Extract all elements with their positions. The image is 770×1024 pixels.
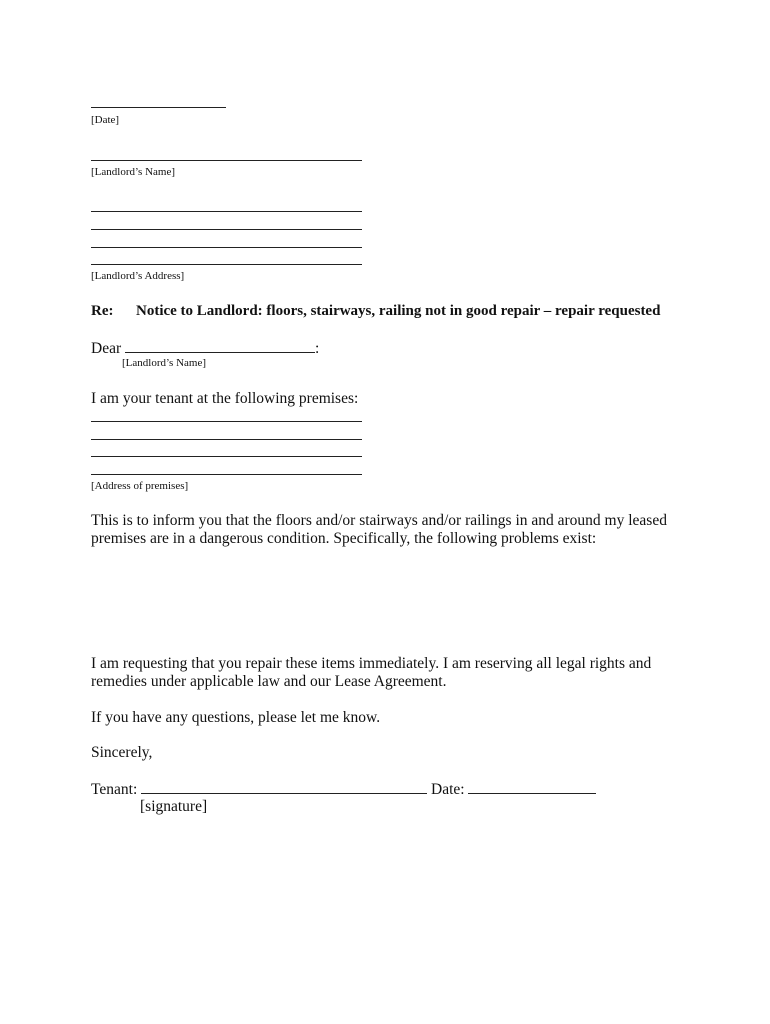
premises-address-line-3 (91, 456, 362, 457)
salutation-name-blank (125, 338, 315, 353)
premises-address-line-1 (91, 421, 362, 422)
salutation-colon: : (315, 340, 320, 357)
date-line (91, 107, 226, 108)
signature-date-blank (468, 779, 596, 794)
premises-address-line-2 (91, 439, 362, 440)
signature-date-label: Date: (431, 781, 465, 798)
paragraph-2-line-1: I am requesting that you repair these items immediately. I am reserving all legal rights and (91, 655, 652, 672)
landlord-address-label: [Landlord’s Address] (91, 270, 185, 282)
salutation-name-label: [Landlord’s Name] (122, 357, 206, 369)
landlord-address-line-3 (91, 247, 362, 248)
landlord-address-line-1 (91, 211, 362, 212)
date-label: [Date] (91, 114, 120, 126)
premises-address-line-4 (91, 474, 362, 475)
landlord-address-line-2 (91, 229, 362, 230)
tenant-label: Tenant: (91, 781, 138, 798)
paragraph-1-line-2: premises are in a dangerous condition. Specifically, the following problems exist: (91, 530, 597, 547)
tenant-signature-blank (141, 779, 427, 794)
signature-label: [signature] (140, 798, 208, 815)
salutation-line (91, 338, 319, 358)
signature-line (91, 779, 596, 799)
landlord-name-label: [Landlord’s Name] (91, 166, 175, 178)
paragraph-3: If you have any questions, please let me know. (91, 709, 381, 726)
paragraph-2-line-2: remedies under applicable law and our Lease Agreement. (91, 673, 447, 690)
dear-text: Dear (91, 340, 122, 357)
premises-intro: I am your tenant at the following premises: (91, 390, 359, 407)
closing: Sincerely, (91, 744, 153, 761)
paragraph-1-line-1: This is to inform you that the floors and/or stairways and/or railings in and around my leased (91, 512, 667, 529)
premises-address-label: [Address of premises] (91, 480, 189, 492)
landlord-address-line-4 (91, 264, 362, 265)
subject-title: Notice to Landlord: floors, stairways, railing not in good repair – repair requested (136, 303, 661, 319)
re-label: Re: (91, 303, 114, 319)
landlord-name-line (91, 160, 362, 161)
